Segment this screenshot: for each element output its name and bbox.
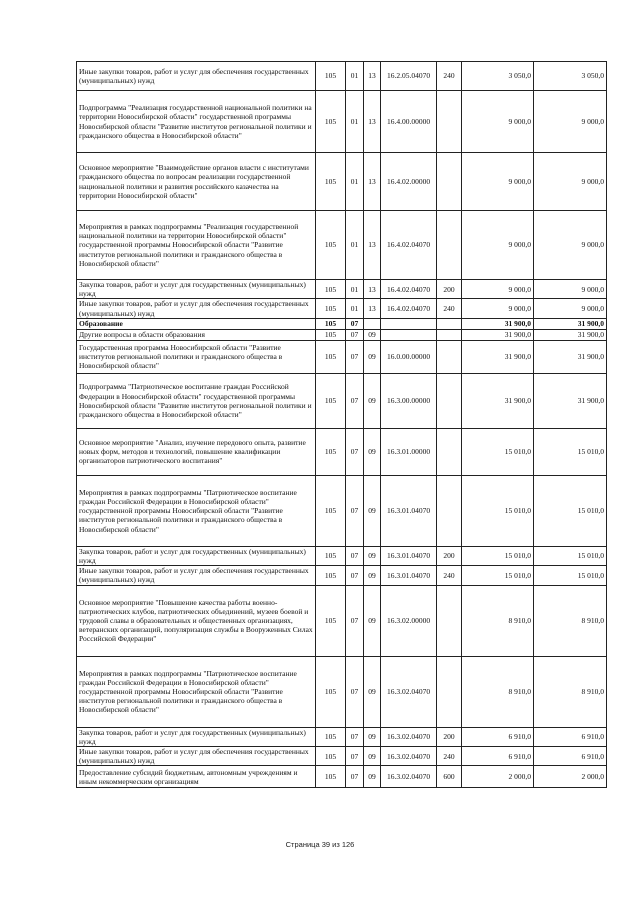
table-row [77, 566, 607, 585]
cell-sum-2: 15 010,0 [534, 566, 607, 585]
cell-grbs: 105 [316, 766, 346, 788]
cell-sum-1: 9 000,0 [462, 91, 534, 153]
cell-vr [437, 153, 462, 211]
cell-csr [381, 318, 437, 329]
cell-sum-2: 9 000,0 [534, 153, 607, 211]
table-row [77, 299, 607, 318]
cell-name: Основное мероприятие "Взаимодействие органов власти с институтами гражданского общества по вопросам реализации государственной национальной политики и развития российского казачества на территории Новосибирской области" [77, 153, 316, 211]
cell-grbs: 105 [316, 546, 346, 565]
cell-sum-2: 9 000,0 [534, 91, 607, 153]
cell-name: Подпрограмма "Патриотическое воспитание граждан Российской Федерации в Новосибирской области" государственной программы Новосибирской области "Развитие институтов региональной политики и гражданского общества в Новосибирской области" [77, 373, 316, 428]
cell-sum-2: 2 000,0 [534, 766, 607, 788]
cell-rz: 01 [346, 62, 364, 91]
table-row [77, 340, 607, 373]
cell-csr: 16.4.02.04070 [381, 211, 437, 280]
cell-rz: 07 [346, 656, 364, 727]
cell-csr: 16.4.02.04070 [381, 299, 437, 318]
table-row [77, 211, 607, 280]
cell-name: Основное мероприятие "Анализ, изучение передового опыта, развитие новых форм, методов и технологий, повышение квалификации организаторов патриотического воспитания" [77, 428, 316, 475]
cell-csr: 16.0.00.00000 [381, 340, 437, 373]
cell-csr: 16.3.01.04070 [381, 475, 437, 546]
cell-vr [437, 585, 462, 656]
page-footer: Страница 39 из 126 [285, 840, 355, 849]
cell-name: Иные закупки товаров, работ и услуг для обеспечения государственных (муниципальных) нужд [77, 299, 316, 318]
table-row [77, 428, 607, 475]
cell-rz: 07 [346, 727, 364, 746]
cell-grbs: 105 [316, 280, 346, 299]
cell-name: Государственная программа Новосибирской области "Развитие институтов региональной политики и гражданского общества в Новосибирской области" [77, 340, 316, 373]
cell-grbs: 105 [316, 428, 346, 475]
cell-sum-2: 15 010,0 [534, 428, 607, 475]
cell-grbs: 105 [316, 153, 346, 211]
cell-sum-2: 9 000,0 [534, 299, 607, 318]
cell-vr [437, 211, 462, 280]
cell-name: Закупка товаров, работ и услуг для государственных (муниципальных) нужд [77, 280, 316, 299]
cell-name: Закупка товаров, работ и услуг для государственных (муниципальных) нужд [77, 727, 316, 746]
cell-vr [437, 373, 462, 428]
cell-sum-1: 6 910,0 [462, 747, 534, 766]
table-row [77, 62, 607, 91]
budget-table [76, 61, 607, 788]
cell-name: Иные закупки товаров, работ и услуг для обеспечения государственных (муниципальных) нужд [77, 566, 316, 585]
cell-vr [437, 91, 462, 153]
cell-pr: 09 [364, 656, 381, 727]
cell-vr: 600 [437, 766, 462, 788]
cell-sum-2: 31 900,0 [534, 318, 607, 329]
cell-rz: 07 [346, 475, 364, 546]
cell-vr: 240 [437, 299, 462, 318]
cell-pr: 13 [364, 153, 381, 211]
cell-pr: 09 [364, 329, 381, 340]
cell-pr: 13 [364, 280, 381, 299]
cell-grbs: 105 [316, 340, 346, 373]
cell-name: Мероприятия в рамках подпрограммы "Реализация государственной национальной политики на территории Новосибирской области" государственной программы Новосибирской области "Развитие институтов региональной политики и гражданского общества в Новосибирской области" [77, 211, 316, 280]
cell-sum-1: 2 000,0 [462, 766, 534, 788]
cell-rz: 07 [346, 318, 364, 329]
cell-sum-2: 6 910,0 [534, 727, 607, 746]
cell-grbs: 105 [316, 747, 346, 766]
cell-pr: 09 [364, 428, 381, 475]
cell-grbs: 105 [316, 91, 346, 153]
cell-grbs: 105 [316, 585, 346, 656]
cell-grbs: 105 [316, 211, 346, 280]
cell-name: Основное мероприятие "Повышение качества работы военно-патриотических клубов, патриотических объединений, музеев боевой и трудовой славы в образовательных и общественных организациях, ветеранских организаций, популяризация службы в Вооруженных Силах Российской Федерации" [77, 585, 316, 656]
cell-csr: 16.3.02.04070 [381, 656, 437, 727]
table-row [77, 766, 607, 788]
cell-sum-2: 8 910,0 [534, 585, 607, 656]
cell-pr: 09 [364, 475, 381, 546]
cell-vr: 240 [437, 747, 462, 766]
table-row [77, 373, 607, 428]
cell-pr: 09 [364, 747, 381, 766]
cell-sum-1: 15 010,0 [462, 428, 534, 475]
cell-pr: 09 [364, 585, 381, 656]
cell-rz: 07 [346, 585, 364, 656]
cell-sum-1: 31 900,0 [462, 329, 534, 340]
table-row [77, 656, 607, 727]
cell-sum-1: 9 000,0 [462, 299, 534, 318]
cell-vr [437, 329, 462, 340]
cell-name: Закупка товаров, работ и услуг для государственных (муниципальных) нужд [77, 546, 316, 565]
cell-grbs: 105 [316, 318, 346, 329]
cell-name: Другие вопросы в области образования [77, 329, 316, 340]
cell-name: Иные закупки товаров, работ и услуг для обеспечения государственных (муниципальных) нужд [77, 62, 316, 91]
table-row [77, 91, 607, 153]
cell-csr: 16.3.01.04070 [381, 546, 437, 565]
cell-csr: 16.3.02.04070 [381, 766, 437, 788]
cell-sum-2: 15 010,0 [534, 475, 607, 546]
cell-pr: 09 [364, 340, 381, 373]
cell-vr [437, 428, 462, 475]
cell-vr: 240 [437, 566, 462, 585]
cell-name: Подпрограмма "Реализация государственной национальной политики на территории Новосибирской области" государственной программы Новосибирской области "Развитие институтов региональной политики и гражданского общества в Новосибирской области" [77, 91, 316, 153]
cell-sum-1: 6 910,0 [462, 727, 534, 746]
cell-sum-1: 15 010,0 [462, 566, 534, 585]
cell-sum-1: 8 910,0 [462, 656, 534, 727]
cell-sum-1: 15 010,0 [462, 475, 534, 546]
cell-sum-2: 31 900,0 [534, 373, 607, 428]
cell-csr: 16.3.00.00000 [381, 373, 437, 428]
cell-pr: 13 [364, 299, 381, 318]
cell-sum-1: 9 000,0 [462, 280, 534, 299]
cell-name: Мероприятия в рамках подпрограммы "Патриотическое воспитание граждан Российской Федерации в Новосибирской области" государственной программы Новосибирской области "Развитие институтов региональной политики и гражданского общества в Новосибирской области" [77, 475, 316, 546]
cell-csr: 16.2.05.04070 [381, 62, 437, 91]
cell-sum-2: 6 910,0 [534, 747, 607, 766]
cell-name: Предоставление субсидий бюджетным, автономным учреждениям и иным некоммерческим организациям [77, 766, 316, 788]
cell-rz: 07 [346, 340, 364, 373]
cell-grbs: 105 [316, 566, 346, 585]
cell-grbs: 105 [316, 62, 346, 91]
cell-sum-1: 8 910,0 [462, 585, 534, 656]
cell-sum-2: 9 000,0 [534, 280, 607, 299]
cell-pr: 09 [364, 566, 381, 585]
table-row [77, 475, 607, 546]
cell-sum-2: 15 010,0 [534, 546, 607, 565]
cell-pr: 13 [364, 62, 381, 91]
cell-csr: 16.3.01.00000 [381, 428, 437, 475]
cell-sum-1: 15 010,0 [462, 546, 534, 565]
cell-grbs: 105 [316, 475, 346, 546]
cell-rz: 07 [346, 766, 364, 788]
cell-sum-2: 3 050,0 [534, 62, 607, 91]
cell-pr: 09 [364, 766, 381, 788]
table-row [77, 546, 607, 565]
cell-name: Образование [77, 318, 316, 329]
cell-csr [381, 329, 437, 340]
table-row [77, 280, 607, 299]
cell-grbs: 105 [316, 373, 346, 428]
cell-csr: 16.3.02.04070 [381, 747, 437, 766]
table-row [77, 747, 607, 766]
table-row [77, 727, 607, 746]
cell-sum-2: 8 910,0 [534, 656, 607, 727]
cell-sum-1: 31 900,0 [462, 340, 534, 373]
cell-sum-2: 31 900,0 [534, 340, 607, 373]
cell-sum-1: 31 900,0 [462, 318, 534, 329]
cell-grbs: 105 [316, 656, 346, 727]
cell-rz: 07 [346, 566, 364, 585]
table-row [77, 153, 607, 211]
cell-csr: 16.4.02.00000 [381, 153, 437, 211]
cell-rz: 07 [346, 546, 364, 565]
table-row [77, 585, 607, 656]
cell-vr: 200 [437, 546, 462, 565]
cell-pr [364, 318, 381, 329]
cell-vr: 200 [437, 727, 462, 746]
table-row [77, 318, 607, 329]
cell-pr: 09 [364, 546, 381, 565]
cell-rz: 01 [346, 153, 364, 211]
cell-rz: 01 [346, 211, 364, 280]
cell-name: Иные закупки товаров, работ и услуг для обеспечения государственных (муниципальных) нужд [77, 747, 316, 766]
cell-csr: 16.4.02.04070 [381, 280, 437, 299]
cell-pr: 09 [364, 727, 381, 746]
cell-grbs: 105 [316, 329, 346, 340]
cell-csr: 16.3.02.04070 [381, 727, 437, 746]
cell-vr: 240 [437, 62, 462, 91]
cell-grbs: 105 [316, 727, 346, 746]
cell-csr: 16.3.01.04070 [381, 566, 437, 585]
cell-pr: 13 [364, 211, 381, 280]
cell-csr: 16.4.00.00000 [381, 91, 437, 153]
cell-rz: 07 [346, 747, 364, 766]
cell-vr: 200 [437, 280, 462, 299]
cell-vr [437, 340, 462, 373]
cell-vr [437, 656, 462, 727]
cell-rz: 07 [346, 428, 364, 475]
cell-vr [437, 475, 462, 546]
cell-vr [437, 318, 462, 329]
cell-pr: 09 [364, 373, 381, 428]
cell-sum-2: 9 000,0 [534, 211, 607, 280]
cell-sum-1: 3 050,0 [462, 62, 534, 91]
cell-rz: 07 [346, 329, 364, 340]
cell-name: Мероприятия в рамках подпрограммы "Патриотическое воспитание граждан Российской Федерации в Новосибирской области" государственной программы Новосибирской области "Развитие институтов региональной политики и гражданского общества в Новосибирской области" [77, 656, 316, 727]
cell-csr: 16.3.02.00000 [381, 585, 437, 656]
cell-rz: 01 [346, 280, 364, 299]
cell-sum-1: 9 000,0 [462, 153, 534, 211]
cell-sum-1: 31 900,0 [462, 373, 534, 428]
cell-pr: 13 [364, 91, 381, 153]
cell-sum-1: 9 000,0 [462, 211, 534, 280]
cell-grbs: 105 [316, 299, 346, 318]
cell-rz: 07 [346, 373, 364, 428]
cell-rz: 01 [346, 91, 364, 153]
cell-sum-2: 31 900,0 [534, 329, 607, 340]
table-row [77, 329, 607, 340]
cell-rz: 01 [346, 299, 364, 318]
